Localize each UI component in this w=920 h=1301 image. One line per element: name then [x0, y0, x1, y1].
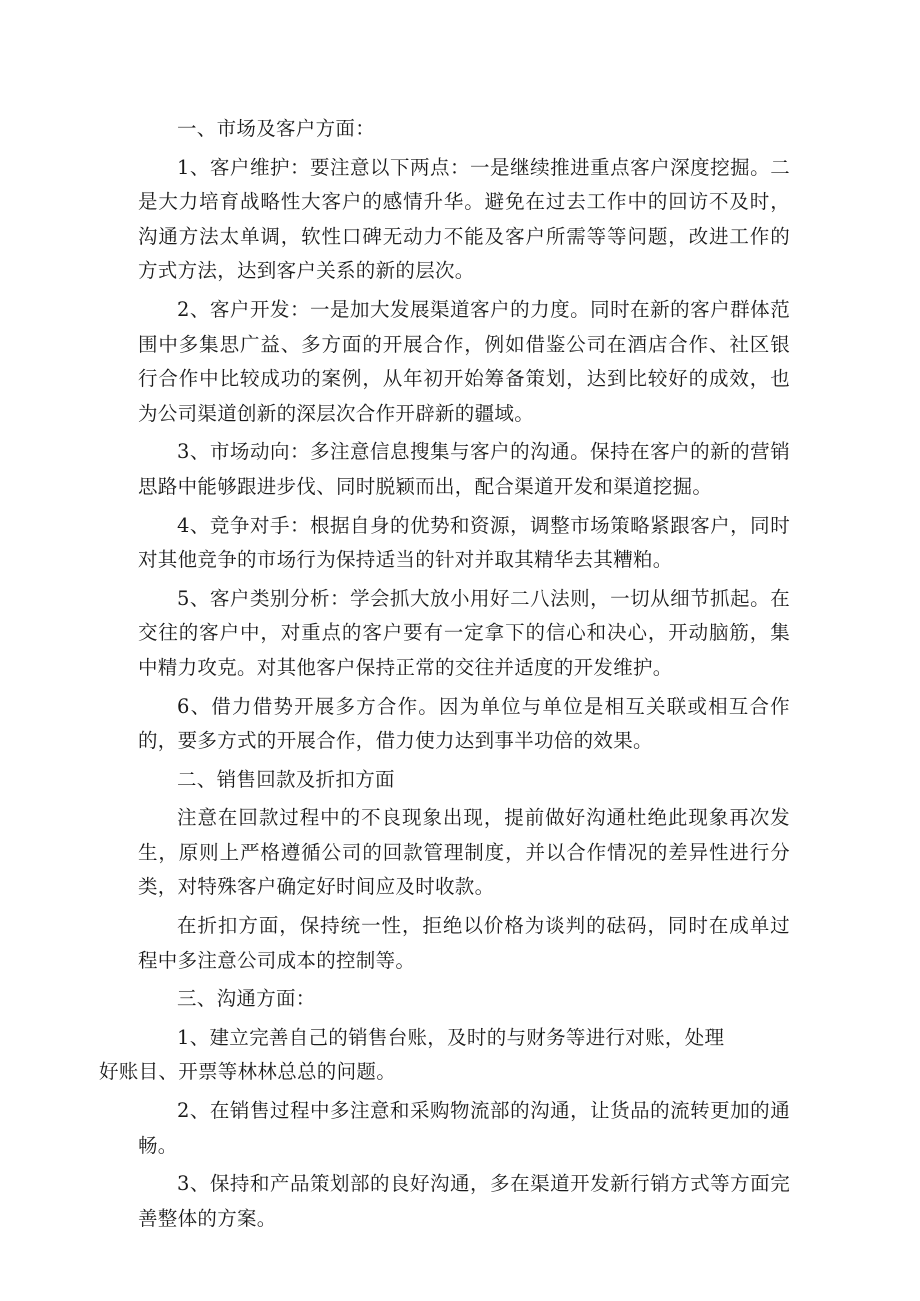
paragraph-customer-development: 2、客户开发：一是加大发展渠道客户的力度。同时在新的客户群体范围中多集思广益、多方面的开展合作，例如借鉴公司在酒店合作、社区银行合作中比较成功的案例，从年初开始筹备策划，达到比较好的成效，也为公司渠道创新的深层次合作开辟新的疆域。 [138, 297, 790, 425]
paragraph-collection: 注意在回款过程中的不良现象出现，提前做好沟通杜绝此现象再次发生，原则上严格遵循公司的回款管理制度，并以合作情况的差异性进行分类，对特殊客户确定好时间应及时收款。 [138, 806, 790, 899]
section-heading-market: 一、市场及客户方面： [177, 117, 376, 140]
paragraph-sales-ledger-line-2: 好账目、开票等林林总总的问题。 [99, 1060, 397, 1084]
paragraph-sales-ledger [99, 1021, 790, 1090]
paragraph-cooperation: 6、借力借势开展多方合作。因为单位与单位是相互关联或相互合作的，要多方式的开展合作，借力使力达到事半功倍的效果。 [138, 694, 790, 753]
document-body [99, 112, 790, 1240]
paragraph-customer-maintenance: 1、客户维护：要注意以下两点：一是继续推进重点客户深度挖掘。二是大力培育战略性大客户的感情升华。避免在过去工作中的回访不及时，沟通方法太单调，软性口碑无动力不能及客户所需等等问题，改进工作的方式方法，达到客户关系的新的层次。 [138, 155, 790, 283]
paragraph-product-planning: 3、保持和产品策划部的良好沟通，多在渠道开发新行销方式等方面完善整体的方案。 [138, 1172, 790, 1230]
paragraph-logistics: 2、在销售过程中多注意和采购物流部的沟通，让货品的流转更加的通畅。 [138, 1099, 790, 1157]
paragraph-market-trends: 3、市场动向：多注意信息搜集与客户的沟通。保持在客户的新的营销思路中能够跟进步伐、同时脱颖而出，配合渠道开发和渠道挖掘。 [138, 440, 790, 498]
paragraph-customer-category: 5、客户类别分析：学会抓大放小用好二八法则，一切从细节抓起。在交往的客户中，对重点的客户要有一定拿下的信心和决心，开动脑筋，集中精力攻克。对其他客户保持正常的交往并适度的开发维护。 [138, 586, 790, 679]
paragraph-competitors: 4、竞争对手：根据自身的优势和资源，调整市场策略紧跟客户，同时对其他竞争的市场行为保持适当的针对并取其精华去其糟粕。 [138, 513, 790, 572]
paragraph-sales-ledger-line-1: 1、建立完善自己的销售台账，及时的与财务等进行对账，处理 [177, 1025, 725, 1049]
section-heading-collection: 二、销售回款及折扣方面 [177, 767, 395, 791]
section-heading-communication: 三、沟通方面： [177, 987, 316, 1011]
paragraph-discount: 在折扣方面，保持统一性，拒绝以价格为谈判的砝码，同时在成单过程中多注意公司成本的控制等。 [138, 914, 790, 972]
